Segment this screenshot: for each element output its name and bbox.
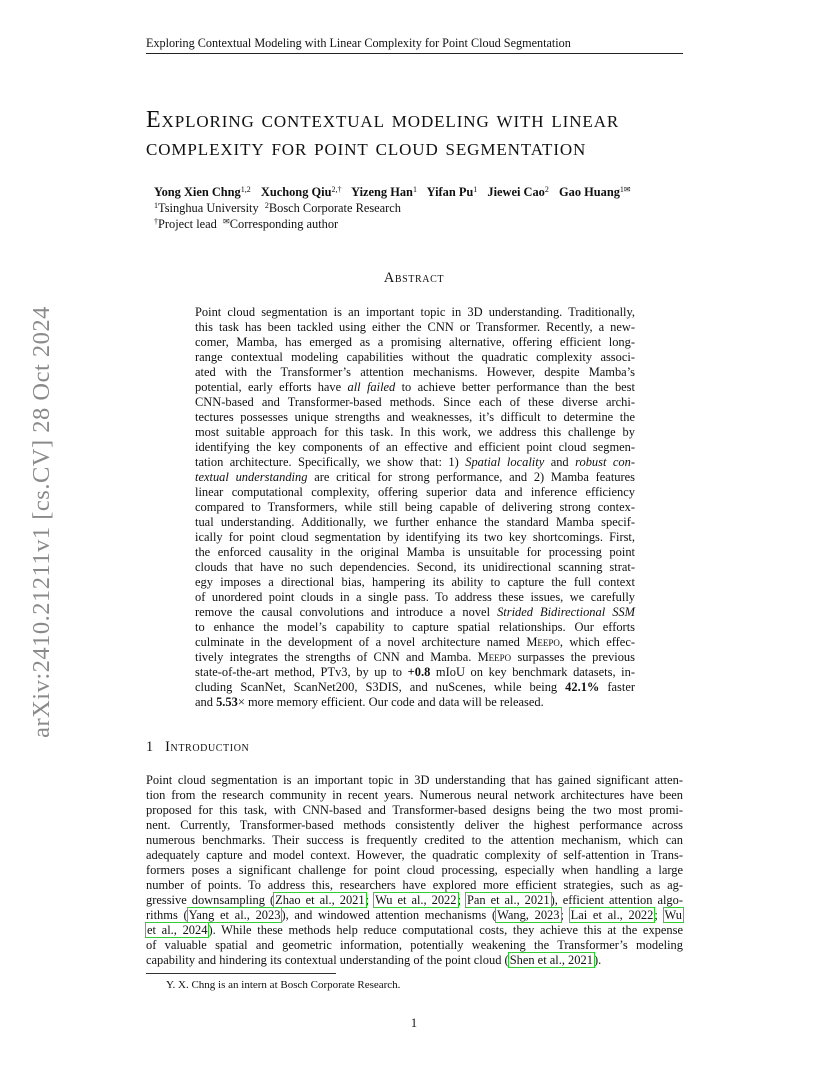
author-name: Xuchong Qiu$^{2,\dagger}$ xyxy=(260,185,342,199)
citation-link[interactable]: Lai et al., 2022 xyxy=(570,908,654,922)
citation-link[interactable]: et al., 2024 xyxy=(147,923,208,937)
citation-link[interactable]: Wu xyxy=(664,908,682,922)
author-notes: †Project lead ✉Corresponding author xyxy=(154,217,339,231)
page-number: 1 xyxy=(410,1016,418,1030)
author-list xyxy=(154,184,694,200)
citation-link[interactable]: Pan et al., 2021 xyxy=(466,893,550,907)
citation-link[interactable]: Yang et al., 2023 xyxy=(188,908,281,922)
affiliations: $^1$Tsinghua University $^2$Bosch Corporate Research xyxy=(154,201,401,215)
title-line: complexity for point cloud segmentation xyxy=(146,135,587,161)
introduction-body: Point cloud segmentation is an important topic in 3D understanding that has gained significant atten- tion from the research community in recent years. Numerous neural network architectures have been proposed for this task, with CNN-based and Transformer-based designs being the two most promi- nent. Currently, Transformer-based methods consistently deliver the highest performance across numerous benchmarks. Their success is frequently credited to the attention mechanism, which can adequately capture and model context. However, the quadratic complexity of self-attention in Trans- formers poses a significant challenge for point cloud processing, especially when handling a large number of points. To address this, researchers have explored more efficient strategies, such as ag- gressive downsampling (Zhao et al., 2021; Wu et al., 2022; Pan et al., 2021), efficient attention algo- rithms (Yang et al., 2023), and windowed attention mechanisms (Wang, 2023; Lai et al., 2022; Wu et al., 2024). While these methods help reduce computational costs, they achieve this at the expense of valuable spatial and geometric information, potentially weakening the Transformer’s modeling capability and hindering its contextual understanding of the point cloud (Shen et al., 2021). xyxy=(146,773,684,967)
footnote-rule xyxy=(146,973,336,974)
section-number: 1 xyxy=(146,739,154,755)
citation-link[interactable]: Shen et al., 2021 xyxy=(509,953,593,967)
citation-link[interactable]: Zhao et al., 2021 xyxy=(275,893,365,907)
section-heading-introduction xyxy=(146,739,249,756)
citation-link[interactable]: Wang, 2023 xyxy=(497,908,560,922)
author-name: Yong Xien Chng$^{1,2}$ xyxy=(154,185,251,199)
title-line: Exploring contextual modeling with linear xyxy=(146,107,620,133)
author-name: Jiewei Cao$^2$ xyxy=(487,185,549,199)
author-block xyxy=(154,184,694,232)
author-name: Yifan Pu$^1$ xyxy=(426,185,478,199)
arxiv-identifier-stamp: arXiv:2410.21211v1 [cs.CV] 28 Oct 2024 xyxy=(28,306,55,738)
section-title: Introduction xyxy=(165,739,250,755)
abstract-heading: Abstract xyxy=(383,270,445,286)
author-name: Gao Huang$^{1✉}$ xyxy=(558,185,631,199)
citation-link[interactable]: Wu et al., 2022 xyxy=(375,893,457,907)
abstract-body: Point cloud segmentation is an important topic in 3D understanding. Traditionally, this task has been tackled using either the CNN or Transformer. Recently, a new- comer, Mamba, has emerged as a promising alternative, offering efficient long- range contextual modeling capabilities without the quadratic complexity associ- ated with the Transformer’s attention mechanisms. However, despite Mamba’s potential, early efforts have all failed to achieve better performance than the best CNN-based and Transformer-based methods. Since each of these diverse archi- tectures possesses unique strengths and weaknesses, it’s difficult to determine the most suitable approach for this task. In this work, we address this challenge by identifying the key components of an effective and efficient point cloud segmen- tation architecture. Specifically, we show that: 1) Spatial locality and robust con- textual understanding are critical for strong performance, and 2) Mamba features linear computational complexity, offering superior data and inference efficiency compared to Transformers, while still being capable of delivering strong contex- tual understanding. Additionally, we further enhance the standard Mamba specif- ically for point cloud segmentation by identifying its two key shortcomings. First, the enforced causality in the original Mamba is unsuitable for processing point clouds that have no such dependencies. Second, its unidirectional scanning strat- egy imposes a directional bias, hampering its ability to capture the full context of unordered point clouds in a single pass. To address these issues, we carefully remove the causal convolutions and introduce a novel Strided Bidirectional SSM to enhance the model’s capability to capture spatial relationships. Our efforts culminate in the development of a novel architecture named Meepo, which effec- tively integrates the strengths of CNN and Mamba. Meepo surpasses the previous state-of-the-art method, PTv3, by up to +0.8 mIoU on key benchmark datasets, in- cluding ScanNet, ScanNet200, S3DIS, and nuScenes, while being 42.1% faster and 5.53× more memory efficient. Our code and data will be released. xyxy=(195,305,635,709)
running-head: Exploring Contextual Modeling with Linear Complexity for Point Cloud Segmentation xyxy=(146,36,683,54)
paper-title xyxy=(146,106,706,162)
footnote: Y. X. Chng is an intern at Bosch Corporate Research. xyxy=(166,979,401,991)
author-name: Yizeng Han$^1$ xyxy=(351,185,417,199)
